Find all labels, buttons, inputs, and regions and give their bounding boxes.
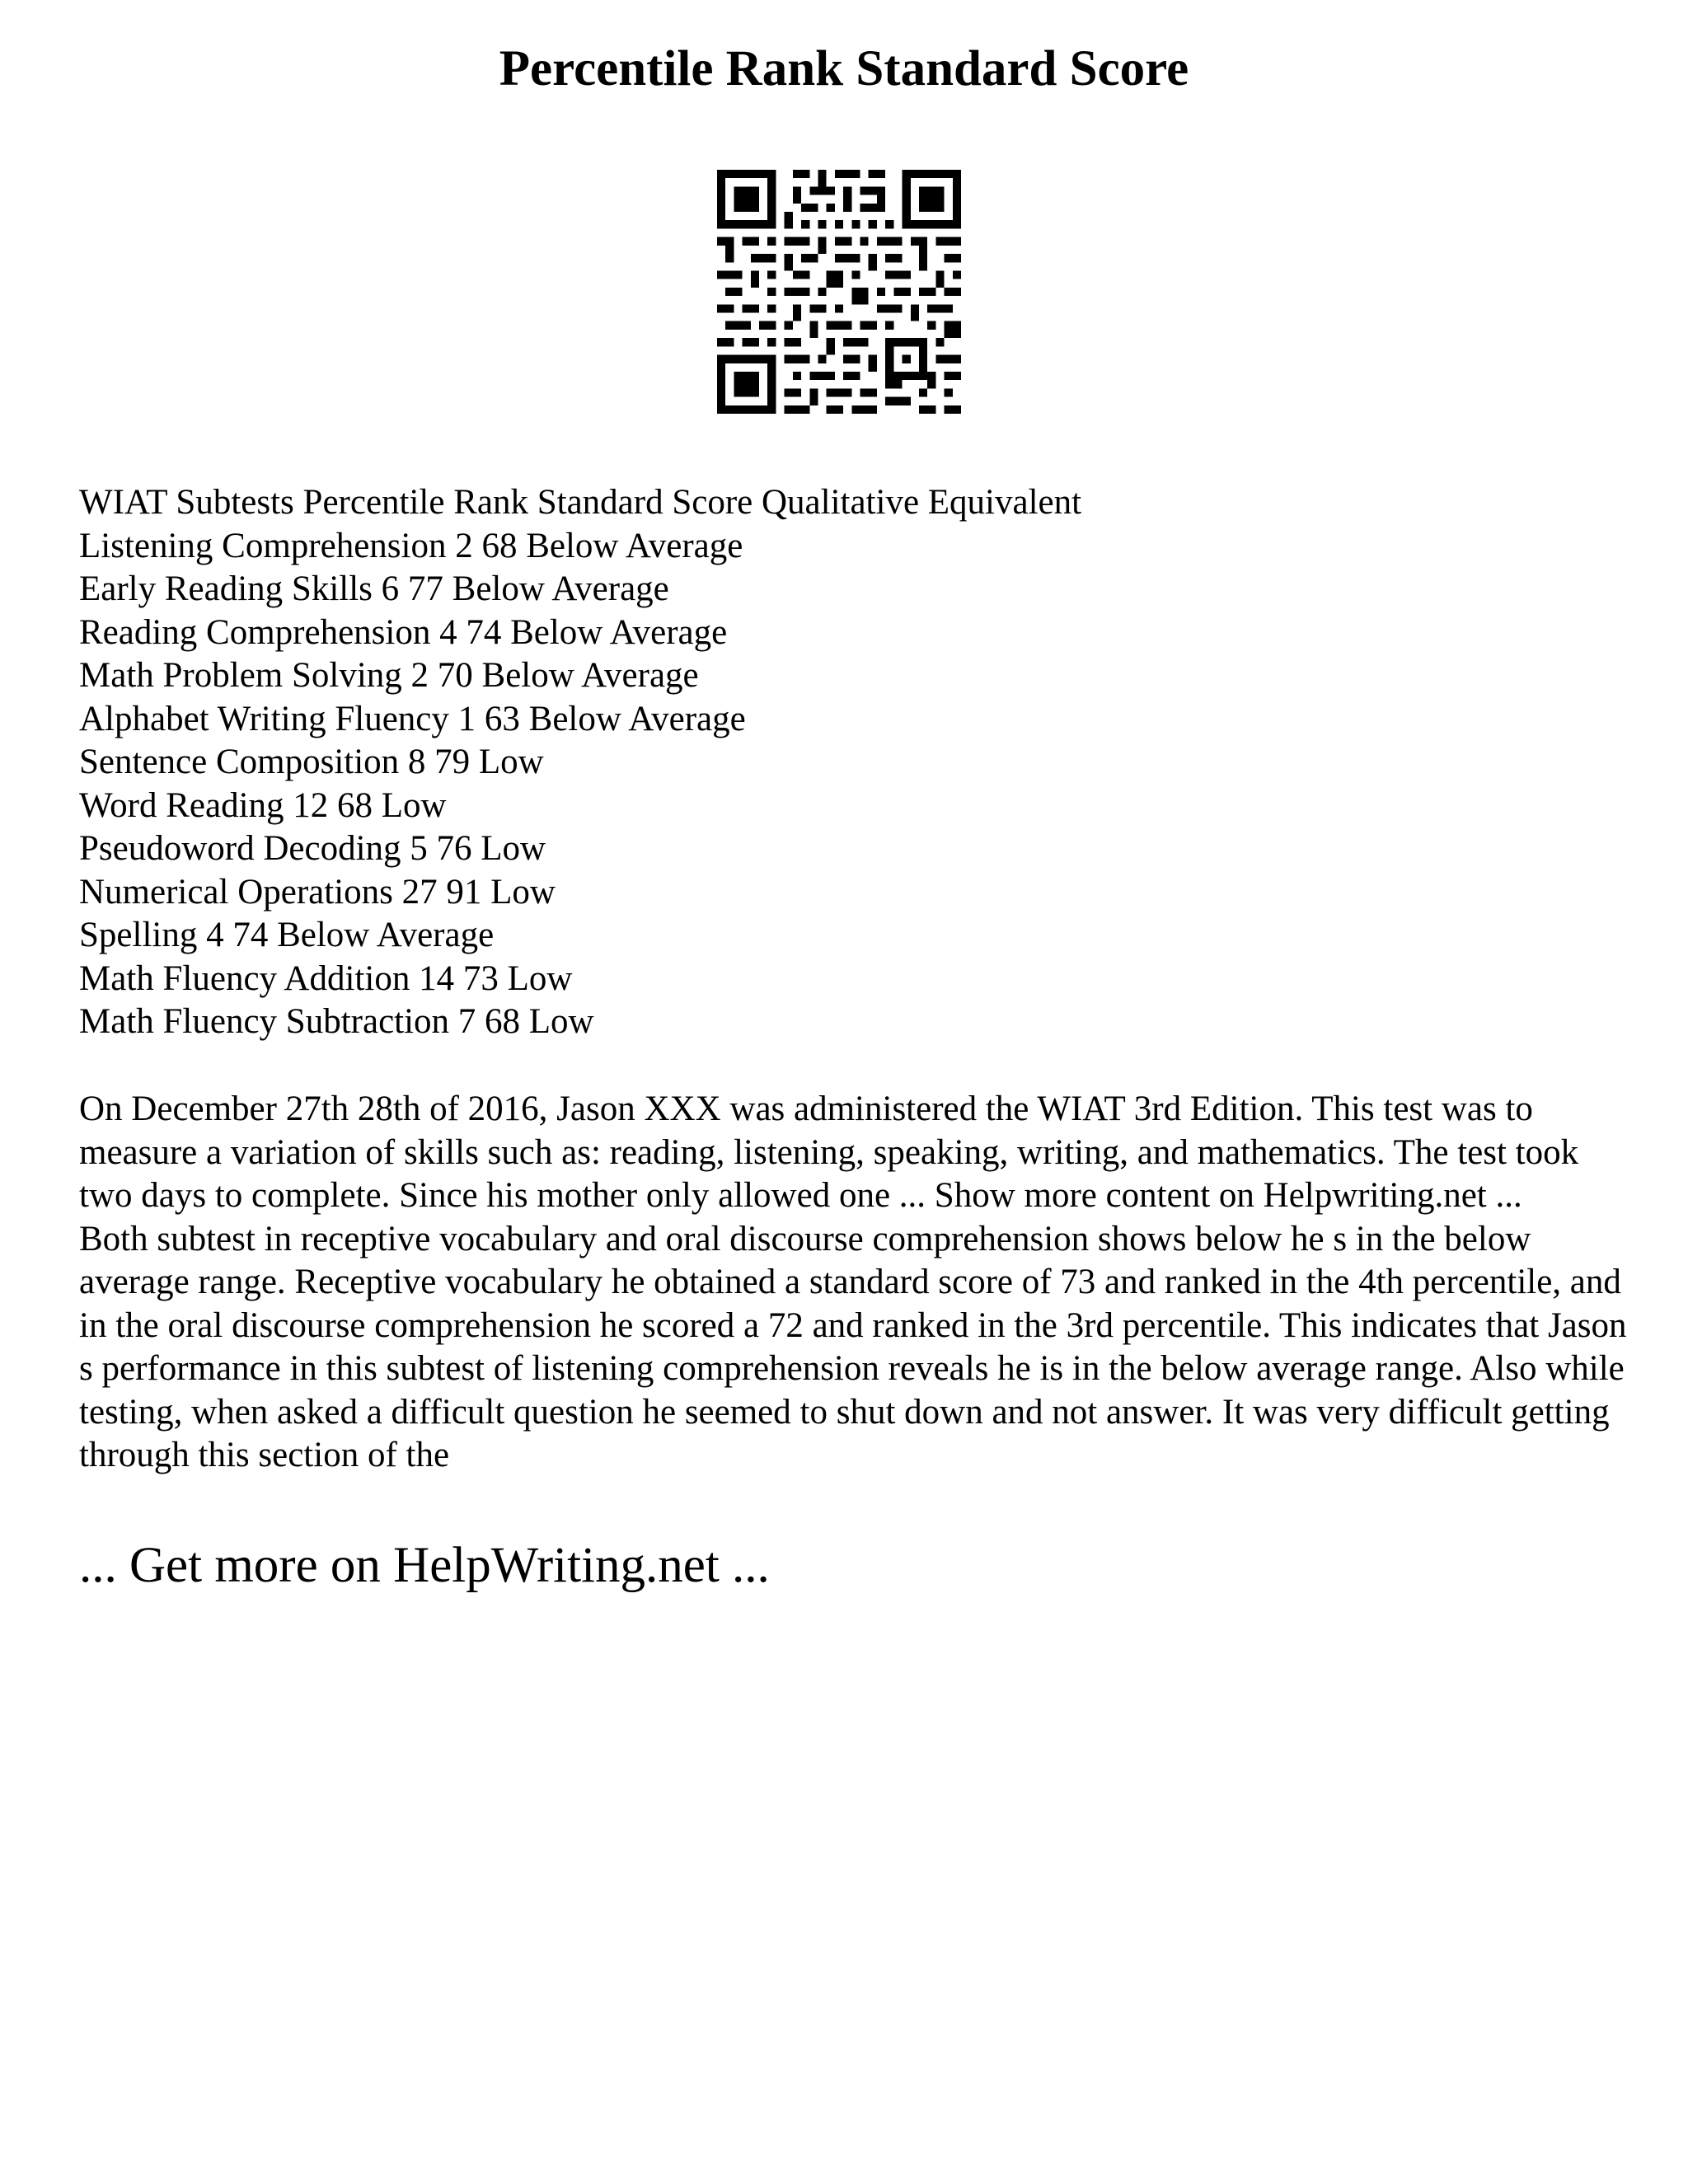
score-row: Numerical Operations 27 91 Low: [79, 872, 556, 912]
qr-code-icon: [717, 170, 961, 414]
page-title: Percentile Rank Standard Score: [499, 41, 1189, 96]
score-row: Listening Comprehension 2 68 Below Average: [79, 526, 743, 565]
score-row: Reading Comprehension 4 74 Below Average: [79, 612, 728, 652]
score-row: Pseudoword Decoding 5 76 Low: [79, 829, 546, 868]
paragraph-intro: On December 27th 28th of 2016, Jason XXX was administered the WIAT 3rd Edition. This test was to measure a variation of skills such as: reading, listening, speaking, writing, and mathematics. The test took two days to complete. Since his mother only allowed one ... Show more content on Helpwriting.net ...: [79, 1090, 1579, 1215]
score-row: Math Fluency Addition 14 73 Low: [79, 958, 573, 998]
score-row: Spelling 4 74 Below Average: [79, 916, 495, 954]
score-row: Early Reading Skills 6 77 Below Average: [79, 569, 669, 608]
score-row: Sentence Composition 8 79 Low: [79, 743, 544, 781]
score-list: [79, 481, 1629, 1044]
score-row: Alphabet Writing Fluency 1 63 Below Average: [79, 699, 746, 738]
score-row: Math Problem Solving 2 70 Below Average: [79, 656, 699, 695]
get-more-link[interactable]: ... Get more on HelpWriting.net ...: [79, 1538, 770, 1593]
score-list-header: WIAT Subtests Percentile Rank Standard Score Qualitative Equivalent: [79, 483, 1082, 522]
score-row: Word Reading 12 68 Low: [79, 785, 447, 825]
score-row: Math Fluency Subtraction 7 68 Low: [79, 1002, 594, 1041]
paragraph-listening: Both subtest in receptive vocabulary and oral discourse comprehension shows below he s in the below average range. Receptive vocabulary he obtained a standard score of 73 and ranked in the 4th percentile, and in the oral discourse comprehension he scored a 72 and ranked in the 3rd percentile. This indicates that Jason s performance in this subtest of listening comprehension reveals he is in the below average range. Also while testing, when asked a difficult question he seemed to shut down and not answer. It was very difficult getting through this section of the: [79, 1219, 1627, 1474]
body-text: [79, 1088, 1629, 1478]
